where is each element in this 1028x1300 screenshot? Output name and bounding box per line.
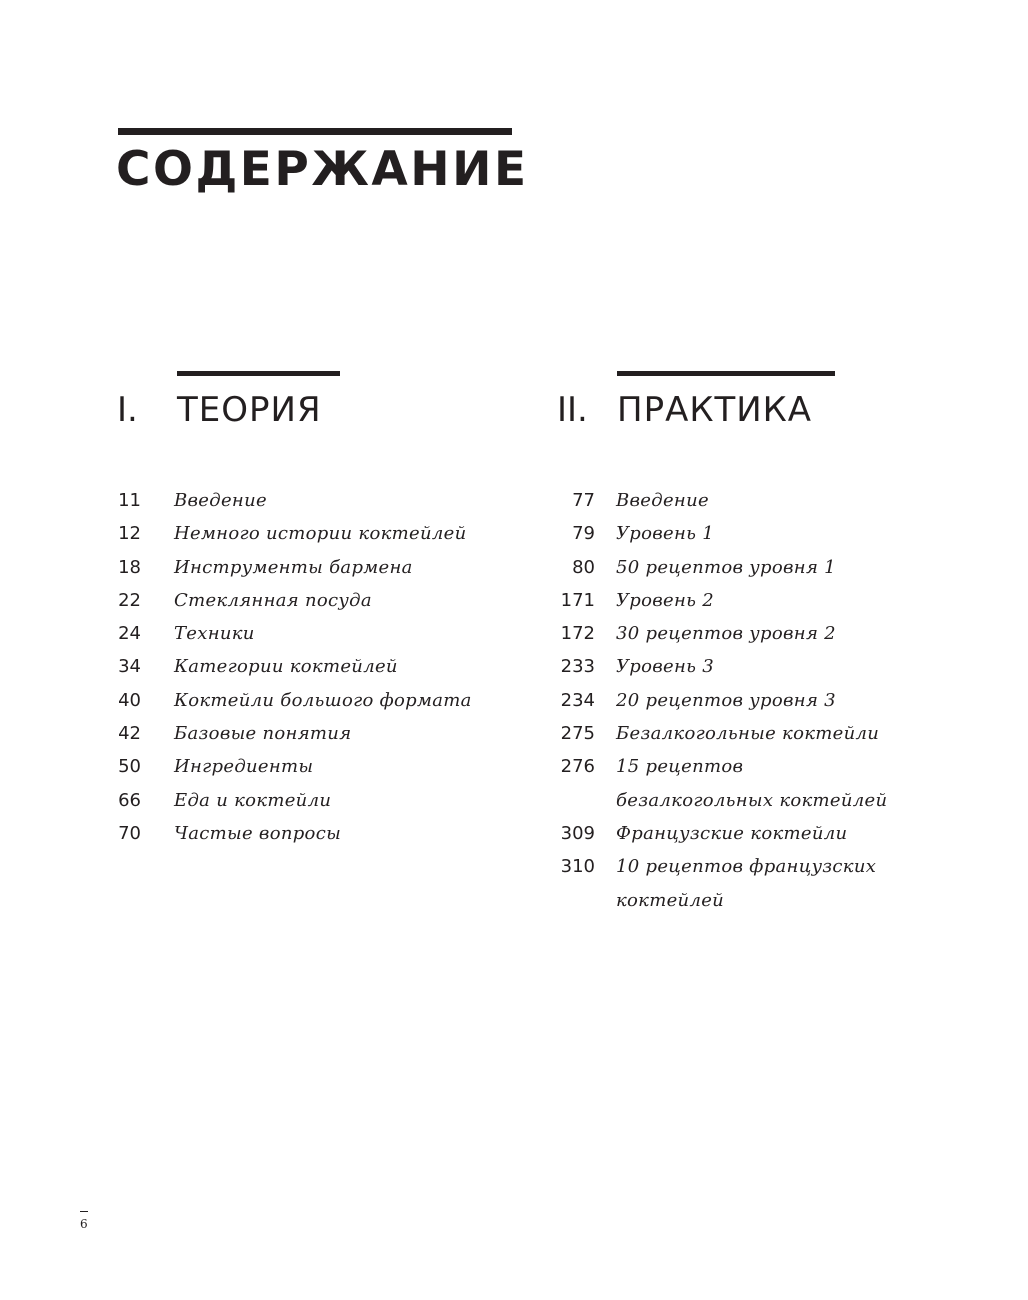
toc-entry-title: Введение: [616, 490, 709, 511]
toc-entry-page: 309: [560, 822, 595, 844]
toc-entry[interactable]: [115, 750, 515, 783]
toc-entry-page: 11: [118, 490, 141, 511]
toc-entry-page: 310: [560, 856, 595, 878]
toc-entry-title: 50 рецептов уровня 1: [616, 556, 836, 578]
toc-entry-title: Ингредиенты: [174, 756, 314, 778]
toc-entry-title: 20 рецептов уровня 3: [616, 689, 836, 711]
toc-entry-title: Французские коктейли: [616, 822, 848, 844]
toc-entry-title: Безалкогольные коктейли: [616, 723, 880, 745]
toc-entry-page: 34: [118, 656, 141, 678]
toc-entry[interactable]: [557, 617, 917, 650]
toc-entry-title: Техники: [174, 623, 255, 645]
toc-entry-page: 172: [560, 623, 595, 645]
toc-entry-page: 24: [118, 623, 141, 645]
toc-entry-title: Уровень 2: [616, 589, 715, 611]
toc-entry-page: 171: [560, 589, 595, 611]
toc-entry[interactable]: [115, 617, 515, 650]
toc-entry-title: Введение: [174, 490, 267, 511]
toc-entry[interactable]: [557, 684, 917, 717]
toc-entry[interactable]: [557, 517, 917, 550]
toc-entry-page: 80: [572, 556, 595, 578]
page-title: СОДЕРЖАНИЕ: [116, 142, 529, 197]
toc-entry-page: 233: [560, 656, 595, 678]
toc-entry[interactable]: [557, 551, 917, 584]
toc-entry-title: Стеклянная посуда: [174, 589, 372, 611]
toc-entry-title: Уровень 1: [616, 523, 715, 545]
toc-entry-page: 12: [118, 523, 141, 545]
toc-entry-page: 42: [118, 723, 141, 745]
toc-entry[interactable]: [557, 584, 917, 617]
toc-entry-page: 234: [560, 689, 595, 711]
toc-entry-title: Еда и коктейли: [174, 789, 332, 811]
section-1-rule: [177, 371, 340, 376]
footer-page-number: 6: [80, 1217, 88, 1231]
toc-entry[interactable]: [115, 650, 515, 683]
section-2-numeral: II.: [557, 390, 588, 430]
toc-entry[interactable]: [557, 484, 917, 517]
toc-entry-page: 70: [118, 822, 141, 844]
toc-entry[interactable]: [557, 750, 917, 817]
toc-entry[interactable]: [557, 850, 917, 917]
section-2-title: ПРАКТИКА: [617, 390, 813, 430]
toc-entry-page: 50: [118, 756, 141, 778]
toc-entry-title: 30 рецептов уровня 2: [616, 623, 836, 645]
toc-entry-page: 22: [118, 589, 141, 611]
toc-entry[interactable]: [115, 584, 515, 617]
toc-entry-page: 18: [118, 556, 141, 578]
toc-entry-page: 66: [118, 789, 141, 811]
toc-entry[interactable]: [115, 817, 515, 850]
section-1-numeral: I.: [117, 390, 138, 430]
toc-entry[interactable]: [115, 784, 515, 817]
toc-entry[interactable]: [557, 650, 917, 683]
toc-entry[interactable]: [115, 684, 515, 717]
section-1-title: ТЕОРИЯ: [177, 390, 322, 430]
toc-entry-title: Немного истории коктейлей: [174, 523, 467, 545]
toc-entry-title: Базовые понятия: [174, 723, 352, 745]
toc-entry-title: Коктейли большого формата: [174, 689, 472, 711]
toc-entry-title: Уровень 3: [616, 656, 715, 678]
toc-entry-page: 79: [572, 523, 595, 545]
toc-entry-title: Категории коктейлей: [174, 656, 398, 678]
toc-entry[interactable]: [115, 484, 515, 517]
toc-entry-title: Частые вопросы: [174, 822, 342, 844]
toc-entry[interactable]: [115, 717, 515, 750]
footer-dash: [80, 1211, 88, 1212]
section-1-entries: [115, 484, 515, 850]
section-2-entries: [557, 484, 917, 917]
toc-entry[interactable]: [115, 551, 515, 584]
toc-entry-title: Инструменты бармена: [174, 556, 413, 578]
toc-entry-title: 10 рецептов французских коктейлей: [616, 856, 877, 911]
toc-entry-page: 276: [560, 756, 595, 778]
toc-entry-page: 77: [572, 490, 595, 511]
title-rule: [118, 128, 512, 135]
toc-entry[interactable]: [557, 717, 917, 750]
toc-entry-page: 40: [118, 689, 141, 711]
toc-entry[interactable]: [115, 517, 515, 550]
toc-entry[interactable]: [557, 817, 917, 850]
toc-entry-page: 275: [560, 723, 595, 745]
toc-entry-title: 15 рецептов безалкогольных коктейлей: [616, 756, 888, 811]
section-2-rule: [617, 371, 835, 376]
